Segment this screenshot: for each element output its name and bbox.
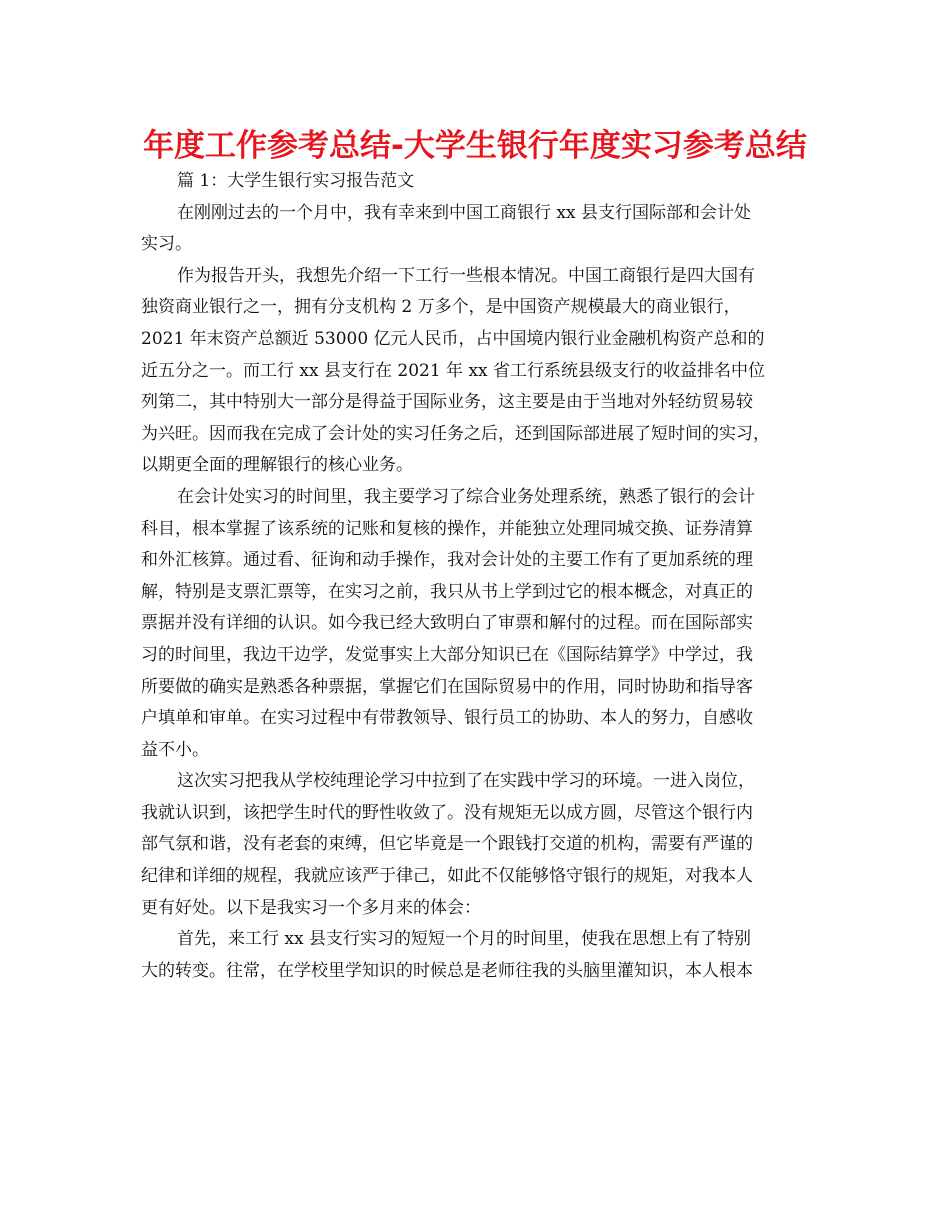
text-line: 大的转变。往常，在学校里学知识的时候总是老师往我的头脑里灌知识，本人根本 xyxy=(141,960,753,981)
text-line: 实习。 xyxy=(141,234,192,255)
text-line: 解，特别是支票汇票等，在实习之前，我只从书上学到过它的根本概念，对真正的 xyxy=(141,581,753,602)
text-line: 篇 1：大学生银行实习报告范文 xyxy=(177,171,415,191)
text-line: 为兴旺。因而我在完成了会计处的实习任务之后，还到国际部进展了短时间的实习， xyxy=(141,423,770,444)
text-line: 首先，来工行 xx 县支行实习的短短一个月的时间里，使我在思想上有了特别 xyxy=(177,929,751,950)
text-line: 以期更全面的理解银行的核心业务。 xyxy=(141,455,413,476)
text-line: 习的时间里，我边干边学，发觉事实上大部分知识已在《国际结算学》中学过，我 xyxy=(141,644,753,665)
text-line: 科目，根本掌握了该系统的记账和复核的操作，并能独立处理同城交换、证券清算 xyxy=(141,518,753,539)
text-line: 益不小。 xyxy=(141,739,209,760)
document-body xyxy=(141,166,821,987)
text-line: 所要做的确实是熟悉各种票据，掌握它们在国际贸易中的作用，同时协助和指导客 xyxy=(141,676,753,697)
text-line: 更有好处。以下是我实习一个多月来的体会： xyxy=(141,897,481,918)
text-line: 作为报告开头，我想先介绍一下工行一些根本情况。中国工商银行是四大国有 xyxy=(177,265,755,286)
text-line: 和外汇核算。通过看、征询和动手操作，我对会计处的主要工作有了更加系统的理 xyxy=(141,550,753,571)
text-line: 部气氛和谐，没有老套的束缚，但它毕竟是一个跟钱打交道的机构，需要有严谨的 xyxy=(141,834,753,855)
text-line: 2021 年末资产总额近 53000 亿元人民币，占中国境内银行业金融机构资产总和的 xyxy=(141,328,765,349)
text-line: 户填单和审单。在实习过程中有带教领导、银行员工的协助、本人的努力，自感收 xyxy=(141,708,753,729)
text-line: 列第二，其中特别大一部分是得益于国际业务，这主要是由于当地对外轻纺贸易较 xyxy=(141,392,753,413)
text-line: 这次实习把我从学校纯理论学习中拉到了在实践中学习的环境。一进入岗位， xyxy=(177,771,755,792)
text-line: 在刚刚过去的一个月中，我有幸来到中国工商银行 xx 县支行国际部和会计处 xyxy=(177,202,751,223)
text-line: 独资商业银行之一，拥有分支机构 2 万多个，是中国资产规模最大的商业银行， xyxy=(141,297,741,318)
document-title: 年度工作参考总结-大学生银行年度实习参考总结 xyxy=(143,128,807,164)
text-line: 票据并没有详细的认识。如今我已经大致明白了审票和解付的过程。而在国际部实 xyxy=(141,613,753,634)
text-line: 在会计处实习的时间里，我主要学习了综合业务处理系统，熟悉了银行的会计 xyxy=(177,486,755,507)
text-line: 近五分之一。而工行 xx 县支行在 2021 年 xx 省工行系统县级支行的收益排名中位 xyxy=(141,360,766,381)
text-line: 纪律和详细的规程，我就应该严于律己，如此不仅能够恪守银行的规矩，对我本人 xyxy=(141,866,753,887)
text-line: 我就认识到，该把学生时代的野性收敛了。没有规矩无以成方圆，尽管这个银行内 xyxy=(141,802,753,823)
